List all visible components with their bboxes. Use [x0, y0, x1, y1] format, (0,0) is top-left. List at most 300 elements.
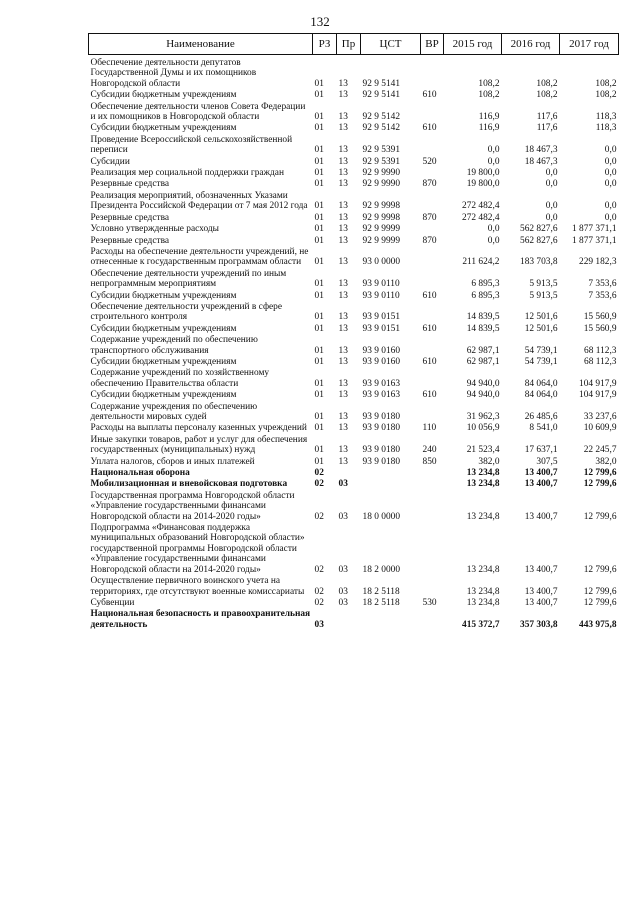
table-row	[89, 224, 619, 235]
row-pr: 13	[338, 378, 348, 389]
row-pr: 13	[338, 445, 348, 456]
row-value-2017: 10 609,9	[583, 423, 617, 434]
row-cst: 93 9 0163	[362, 378, 400, 389]
row-value-2016: 0,0	[545, 201, 558, 212]
row-value-2015: 94 940,0	[466, 390, 500, 401]
row-vr	[421, 479, 444, 490]
row-value-2016: 562 827,6	[520, 224, 558, 235]
row-value-2017: 108,2	[595, 90, 617, 101]
row-cst: 93 0 0000	[362, 257, 400, 268]
table-row	[89, 390, 619, 401]
row-rz: 01	[314, 179, 324, 190]
row-rz: 01	[314, 356, 324, 367]
row-pr: 03	[338, 586, 348, 597]
row-cst: 93 9 0180	[362, 445, 400, 456]
row-rz: 01	[314, 445, 324, 456]
row-value-2017: 0,0	[604, 145, 617, 156]
header-2016: 2016 год	[502, 34, 560, 55]
row-name: Реализация мероприятий, обозначенных Указами Президента Российской Федерации от 7 мая 2012 года	[90, 190, 308, 212]
row-name: Субсидии бюджетным учреждениям	[90, 356, 237, 367]
row-value-2017: 22 245,7	[583, 445, 617, 456]
row-rz: 02	[314, 586, 324, 597]
header-vr: ВР	[421, 34, 444, 55]
row-vr: 240	[422, 445, 437, 456]
header-row	[89, 34, 619, 55]
row-pr: 13	[338, 345, 348, 356]
row-vr	[421, 468, 444, 479]
header-2017: 2017 год	[560, 34, 619, 55]
row-vr: 610	[422, 390, 437, 401]
row-name: Мобилизационная и вневойсковая подготовка	[90, 479, 288, 490]
row-cst: 92 9 5391	[362, 145, 400, 156]
row-vr: 870	[422, 179, 437, 190]
row-cst: 93 9 0163	[362, 390, 400, 401]
row-value-2015: 0,0	[487, 145, 500, 156]
row-value-2017: 0,0	[604, 168, 617, 179]
row-vr	[421, 168, 444, 179]
row-value-2015: 211 624,2	[462, 257, 500, 268]
row-value-2015: 116,9	[478, 112, 500, 123]
table-row	[89, 479, 619, 490]
row-name: Обеспечение деятельности учреждений по иным непрограммным мероприятиям	[90, 268, 287, 290]
table-row	[89, 598, 619, 609]
table-row	[89, 576, 619, 598]
table-row	[89, 324, 619, 335]
row-value-2015: 6 895,3	[471, 290, 500, 301]
row-value-2017: 15 560,9	[583, 312, 617, 323]
row-pr: 13	[338, 179, 348, 190]
row-value-2016: 0,0	[545, 179, 558, 190]
row-value-2016: 357 303,8	[520, 619, 558, 630]
row-value-2016: 108,2	[536, 78, 558, 89]
row-rz: 01	[314, 212, 324, 223]
row-vr	[421, 269, 444, 291]
row-rz: 01	[314, 412, 324, 422]
row-value-2015: 14 839,5	[466, 312, 500, 323]
row-name: Расходы на обеспечение деятельности учреждений, не отнесенные к государственным программам области	[90, 246, 309, 268]
row-rz: 02	[314, 511, 324, 522]
row-value-2017: 104 917,9	[579, 378, 617, 389]
header-rz: РЗ	[313, 34, 337, 55]
row-value-2016: 562 827,6	[520, 235, 558, 246]
table-row	[89, 402, 619, 424]
row-vr: 610	[422, 123, 437, 134]
row-rz: 01	[314, 168, 324, 179]
table-row	[89, 247, 619, 269]
table-row	[89, 90, 619, 101]
row-value-2017: 118,3	[595, 112, 617, 123]
table-row	[89, 236, 619, 247]
row-value-2015: 6 895,3	[471, 279, 500, 290]
row-pr: 13	[338, 356, 348, 367]
row-vr	[421, 102, 444, 124]
row-cst: 92 9 5141	[362, 78, 400, 89]
row-rz: 01	[314, 156, 324, 167]
row-value-2015: 13 234,8	[466, 479, 500, 490]
row-value-2016: 117,6	[536, 112, 558, 123]
row-value-2016: 12 501,6	[524, 323, 558, 334]
row-value-2015: 14 839,5	[466, 323, 500, 334]
row-name: Уплата налогов, сборов и иных платежей	[90, 456, 255, 467]
row-value-2015: 13 234,8	[466, 564, 500, 575]
row-value-2015: 10 056,9	[466, 423, 500, 434]
row-value-2015: 19 800,0	[466, 168, 500, 179]
row-rz: 02	[314, 479, 324, 490]
row-value-2017: 12 799,6	[583, 511, 617, 522]
row-value-2016: 13 400,7	[524, 564, 558, 575]
table-row	[89, 468, 619, 479]
table-row	[89, 457, 619, 468]
table-row	[89, 291, 619, 302]
row-value-2015: 0,0	[487, 156, 500, 167]
row-value-2017: 0,0	[604, 201, 617, 212]
row-rz: 02	[314, 597, 324, 608]
row-name: Условно утвержденные расходы	[90, 224, 219, 235]
row-rz: 01	[314, 224, 324, 235]
row-pr: 13	[338, 456, 348, 467]
row-rz: 01	[314, 201, 324, 212]
row-value-2016: 12 501,6	[524, 312, 558, 323]
row-value-2015: 272 482,4	[462, 212, 500, 223]
row-pr: 13	[338, 212, 348, 223]
row-vr	[421, 576, 444, 598]
row-pr: 13	[338, 423, 348, 434]
row-value-2017: 118,3	[595, 123, 617, 134]
row-value-2016: 307,5	[536, 456, 558, 467]
row-vr: 110	[422, 423, 437, 434]
row-rz: 02	[314, 468, 324, 479]
row-value-2015: 13 234,8	[466, 468, 500, 479]
table-row	[89, 609, 619, 631]
row-cst: 93 9 0151	[362, 312, 400, 323]
row-vr	[421, 523, 444, 576]
row-rz: 01	[314, 290, 324, 301]
row-rz: 01	[314, 378, 324, 389]
row-vr: 850	[422, 456, 437, 467]
row-name: Содержание учреждения по обеспечению деятельности мировых судей	[90, 401, 258, 422]
row-value-2016: 5 913,5	[529, 290, 558, 301]
row-name: Подпрограмма «Финансовая поддержка муниципальных образований Новгородской области» государственной программы Новгородской области «Управление государственными финансами Новгородской области на 2014-2020 годы»	[90, 523, 305, 575]
row-value-2017: 7 353,6	[588, 279, 617, 290]
row-name: Субсидии бюджетным учреждениям	[90, 323, 237, 334]
row-rz: 02	[314, 564, 324, 575]
row-value-2017: 68 112,3	[584, 345, 617, 356]
row-cst: 93 9 0110	[362, 279, 400, 290]
row-rz: 01	[314, 423, 324, 434]
row-pr	[337, 609, 361, 631]
row-cst: 93 9 0180	[362, 412, 400, 422]
row-value-2016: 18 467,3	[524, 145, 558, 156]
row-vr: 610	[422, 90, 437, 101]
row-value-2017: 1 877 371,1	[571, 224, 617, 235]
row-value-2016: 84 064,0	[524, 390, 558, 401]
table-row	[89, 179, 619, 190]
row-value-2016: 13 400,7	[524, 479, 558, 490]
row-pr: 13	[338, 201, 348, 212]
row-vr	[421, 302, 444, 324]
row-pr: 03	[338, 479, 348, 490]
row-value-2016: 183 703,8	[520, 257, 558, 268]
row-cst: 18 2 5118	[362, 597, 400, 608]
row-value-2017: 12 799,6	[583, 479, 617, 490]
row-value-2015: 382,0	[478, 456, 500, 467]
table-row	[89, 269, 619, 291]
row-value-2015: 108,2	[478, 78, 500, 89]
row-cst: 92 9 9990	[362, 168, 400, 179]
row-value-2015: 21 523,4	[466, 445, 500, 456]
row-value-2017: 68 112,3	[584, 356, 617, 367]
row-pr: 13	[338, 156, 348, 167]
row-vr	[421, 55, 444, 91]
row-value-2015: 415 372,7	[462, 619, 500, 630]
table-row	[89, 423, 619, 434]
row-name: Национальная оборона	[90, 468, 190, 479]
row-cst: 92 9 9990	[362, 179, 400, 190]
row-cst	[361, 468, 421, 479]
row-value-2016: 18 467,3	[524, 156, 558, 167]
row-pr: 13	[338, 290, 348, 301]
row-name: Субсидии бюджетным учреждениям	[90, 123, 237, 134]
row-pr: 13	[338, 312, 348, 323]
row-pr: 03	[338, 564, 348, 575]
row-name: Субсидии бюджетным учреждениям	[90, 390, 237, 401]
row-cst: 92 9 9999	[362, 235, 400, 246]
row-cst	[361, 609, 421, 631]
row-cst: 92 9 5391	[362, 156, 400, 167]
row-name: Обеспечение деятельности учреждений в сфере строительного контроля	[90, 301, 283, 323]
row-value-2016: 17 637,1	[524, 445, 558, 456]
row-name: Обеспечение деятельности членов Совета Федерации и их помощников в Новгородской области	[90, 101, 306, 123]
table-row	[89, 302, 619, 324]
row-value-2017: 12 799,6	[583, 597, 617, 608]
table-row	[89, 335, 619, 357]
row-value-2015: 94 940,0	[466, 378, 500, 389]
header-name: Наименование	[89, 34, 313, 55]
row-cst: 93 9 0160	[362, 356, 400, 367]
row-rz: 01	[314, 112, 324, 123]
row-vr	[421, 491, 444, 523]
row-vr: 530	[422, 597, 437, 608]
row-rz: 01	[314, 90, 324, 101]
row-pr: 03	[338, 597, 348, 608]
row-rz: 01	[314, 123, 324, 134]
row-value-2016: 13 400,7	[524, 597, 558, 608]
row-value-2016: 0,0	[545, 212, 558, 223]
row-value-2017: 15 560,9	[583, 323, 617, 334]
row-vr	[421, 135, 444, 157]
row-name: Субсидии бюджетным учреждениям	[90, 90, 237, 101]
page-number: 132	[310, 14, 330, 29]
row-value-2017: 12 799,6	[583, 586, 617, 597]
row-vr: 610	[422, 323, 437, 334]
row-value-2015: 13 234,8	[466, 511, 500, 522]
row-cst: 92 9 5141	[362, 90, 400, 101]
row-value-2015: 272 482,4	[462, 201, 500, 212]
row-value-2016: 84 064,0	[524, 378, 558, 389]
table-row	[89, 191, 619, 213]
row-cst: 18 0 0000	[362, 511, 400, 522]
table-row	[89, 213, 619, 224]
row-pr: 13	[338, 112, 348, 123]
row-name: Проведение Всероссийской сельскохозяйственной переписи	[90, 134, 293, 156]
row-name: Субвенции	[90, 597, 135, 608]
row-cst: 92 9 9998	[362, 201, 400, 212]
row-value-2015: 0,0	[487, 235, 500, 246]
row-name: Реализация мер социальной поддержки граждан	[90, 168, 284, 179]
row-name: Осуществление первичного воинского учета на территориях, где отсутствуют военные комиссариаты	[90, 576, 305, 597]
row-value-2016: 13 400,7	[524, 511, 558, 522]
table-row	[89, 491, 619, 523]
row-pr	[337, 468, 361, 479]
row-rz: 01	[314, 323, 324, 334]
header-pr: Пр	[337, 34, 361, 55]
row-pr: 13	[338, 90, 348, 101]
row-value-2017: 443 975,8	[579, 619, 617, 630]
row-vr	[421, 335, 444, 357]
row-value-2016: 8 541,0	[529, 423, 558, 434]
table-row	[89, 102, 619, 124]
row-name: Иные закупки товаров, работ и услуг для обеспечения государственных (муниципальных) нужд	[90, 434, 308, 456]
row-pr: 13	[338, 412, 348, 422]
row-value-2016: 13 400,7	[524, 586, 558, 597]
row-cst: 92 9 9998	[362, 212, 400, 223]
row-name: Государственная программа Новгородской области «Управление государственными финансами Новгородской области на 2014-2020 годы»	[90, 490, 295, 522]
header-2015: 2015 год	[444, 34, 502, 55]
row-name: Резервные средства	[90, 179, 170, 190]
table-row	[89, 368, 619, 390]
row-value-2017: 382,0	[595, 456, 617, 467]
table-row	[89, 357, 619, 368]
row-pr: 13	[338, 123, 348, 134]
row-vr	[421, 609, 444, 631]
row-rz: 01	[314, 78, 324, 89]
row-name: Содержание учреждений по обеспечению транспортного обслуживания	[90, 335, 258, 356]
row-pr: 03	[338, 511, 348, 522]
row-rz: 01	[314, 390, 324, 401]
row-value-2017: 0,0	[604, 156, 617, 167]
row-value-2017: 229 182,3	[579, 257, 617, 268]
row-value-2016: 13 400,7	[524, 468, 558, 479]
row-pr: 13	[338, 224, 348, 235]
row-value-2015: 13 234,8	[466, 597, 500, 608]
budget-table	[88, 33, 619, 631]
row-pr: 13	[338, 257, 348, 268]
row-value-2015: 0,0	[487, 224, 500, 235]
row-vr: 610	[422, 290, 437, 301]
row-pr: 13	[338, 78, 348, 89]
row-cst: 92 9 9999	[362, 224, 400, 235]
row-pr: 13	[338, 145, 348, 156]
row-value-2015: 108,2	[478, 90, 500, 101]
row-value-2015: 13 234,8	[466, 586, 500, 597]
row-value-2015: 31 962,3	[466, 412, 500, 422]
row-pr: 13	[338, 279, 348, 290]
row-value-2015: 19 800,0	[466, 179, 500, 190]
row-rz: 01	[314, 257, 324, 268]
row-vr	[421, 368, 444, 390]
row-value-2016: 26 485,6	[524, 412, 558, 422]
table-row	[89, 168, 619, 179]
row-pr: 13	[338, 168, 348, 179]
row-name: Расходы на выплаты персоналу казенных учреждений	[90, 423, 307, 434]
row-pr: 13	[338, 390, 348, 401]
row-rz: 01	[314, 279, 324, 290]
table-row	[89, 435, 619, 457]
row-cst: 92 9 5142	[362, 112, 400, 123]
row-cst: 93 9 0180	[362, 423, 400, 434]
header-cst: ЦСТ	[361, 34, 421, 55]
row-rz: 01	[314, 145, 324, 156]
row-rz: 01	[314, 312, 324, 323]
row-rz: 01	[314, 456, 324, 467]
row-rz: 03	[314, 619, 324, 630]
row-vr: 520	[422, 156, 437, 167]
row-vr	[421, 247, 444, 269]
row-value-2017: 104 917,9	[579, 390, 617, 401]
row-value-2017: 12 799,6	[583, 564, 617, 575]
row-cst: 18 2 5118	[362, 586, 400, 597]
row-rz: 01	[314, 345, 324, 356]
row-name: Обеспечение деятельности депутатов Государственной Думы и их помощников Новгородской области	[90, 58, 257, 89]
row-pr: 13	[338, 235, 348, 246]
row-value-2016: 54 739,1	[524, 356, 558, 367]
row-rz: 01	[314, 235, 324, 246]
row-vr	[421, 224, 444, 235]
row-value-2015: 62 987,1	[466, 356, 500, 367]
row-vr	[421, 402, 444, 424]
row-value-2015: 62 987,1	[466, 345, 500, 356]
row-value-2017: 1 877 371,1	[571, 235, 617, 246]
row-vr: 870	[422, 212, 437, 223]
table-row	[89, 55, 619, 91]
row-name: Резервные средства	[90, 235, 170, 246]
row-value-2016: 5 913,5	[529, 279, 558, 290]
row-value-2016: 117,6	[536, 123, 558, 134]
row-value-2016: 108,2	[536, 90, 558, 101]
row-cst	[361, 479, 421, 490]
row-value-2017: 108,2	[595, 78, 617, 89]
row-value-2016: 54 739,1	[524, 345, 558, 356]
row-pr: 13	[338, 323, 348, 334]
row-value-2017: 0,0	[604, 179, 617, 190]
row-value-2017: 0,0	[604, 212, 617, 223]
row-name: Субсидии	[90, 156, 130, 167]
row-vr: 870	[422, 235, 437, 246]
row-cst: 93 9 0180	[362, 456, 400, 467]
row-name: Субсидии бюджетным учреждениям	[90, 290, 237, 301]
table-row	[89, 157, 619, 168]
row-cst: 93 9 0160	[362, 345, 400, 356]
table-row	[89, 123, 619, 134]
row-value-2016: 0,0	[545, 168, 558, 179]
row-vr	[421, 191, 444, 213]
row-name: Резервные средства	[90, 212, 170, 223]
row-value-2017: 7 353,6	[588, 290, 617, 301]
row-vr: 610	[422, 356, 437, 367]
row-name: Национальная безопасность и правоохранительная деятельность	[90, 609, 311, 630]
row-name: Содержание учреждений по хозяйственному обеспечению Правительства области	[90, 368, 270, 389]
row-value-2017: 33 237,6	[583, 412, 617, 422]
table-body	[89, 55, 619, 632]
table-row	[89, 135, 619, 157]
row-cst: 93 9 0110	[362, 290, 400, 301]
row-value-2017: 12 799,6	[583, 468, 617, 479]
row-value-2015: 116,9	[478, 123, 500, 134]
row-cst: 92 9 5142	[362, 123, 400, 134]
row-cst: 93 9 0151	[362, 323, 400, 334]
row-cst: 18 2 0000	[362, 564, 400, 575]
table-row	[89, 523, 619, 576]
